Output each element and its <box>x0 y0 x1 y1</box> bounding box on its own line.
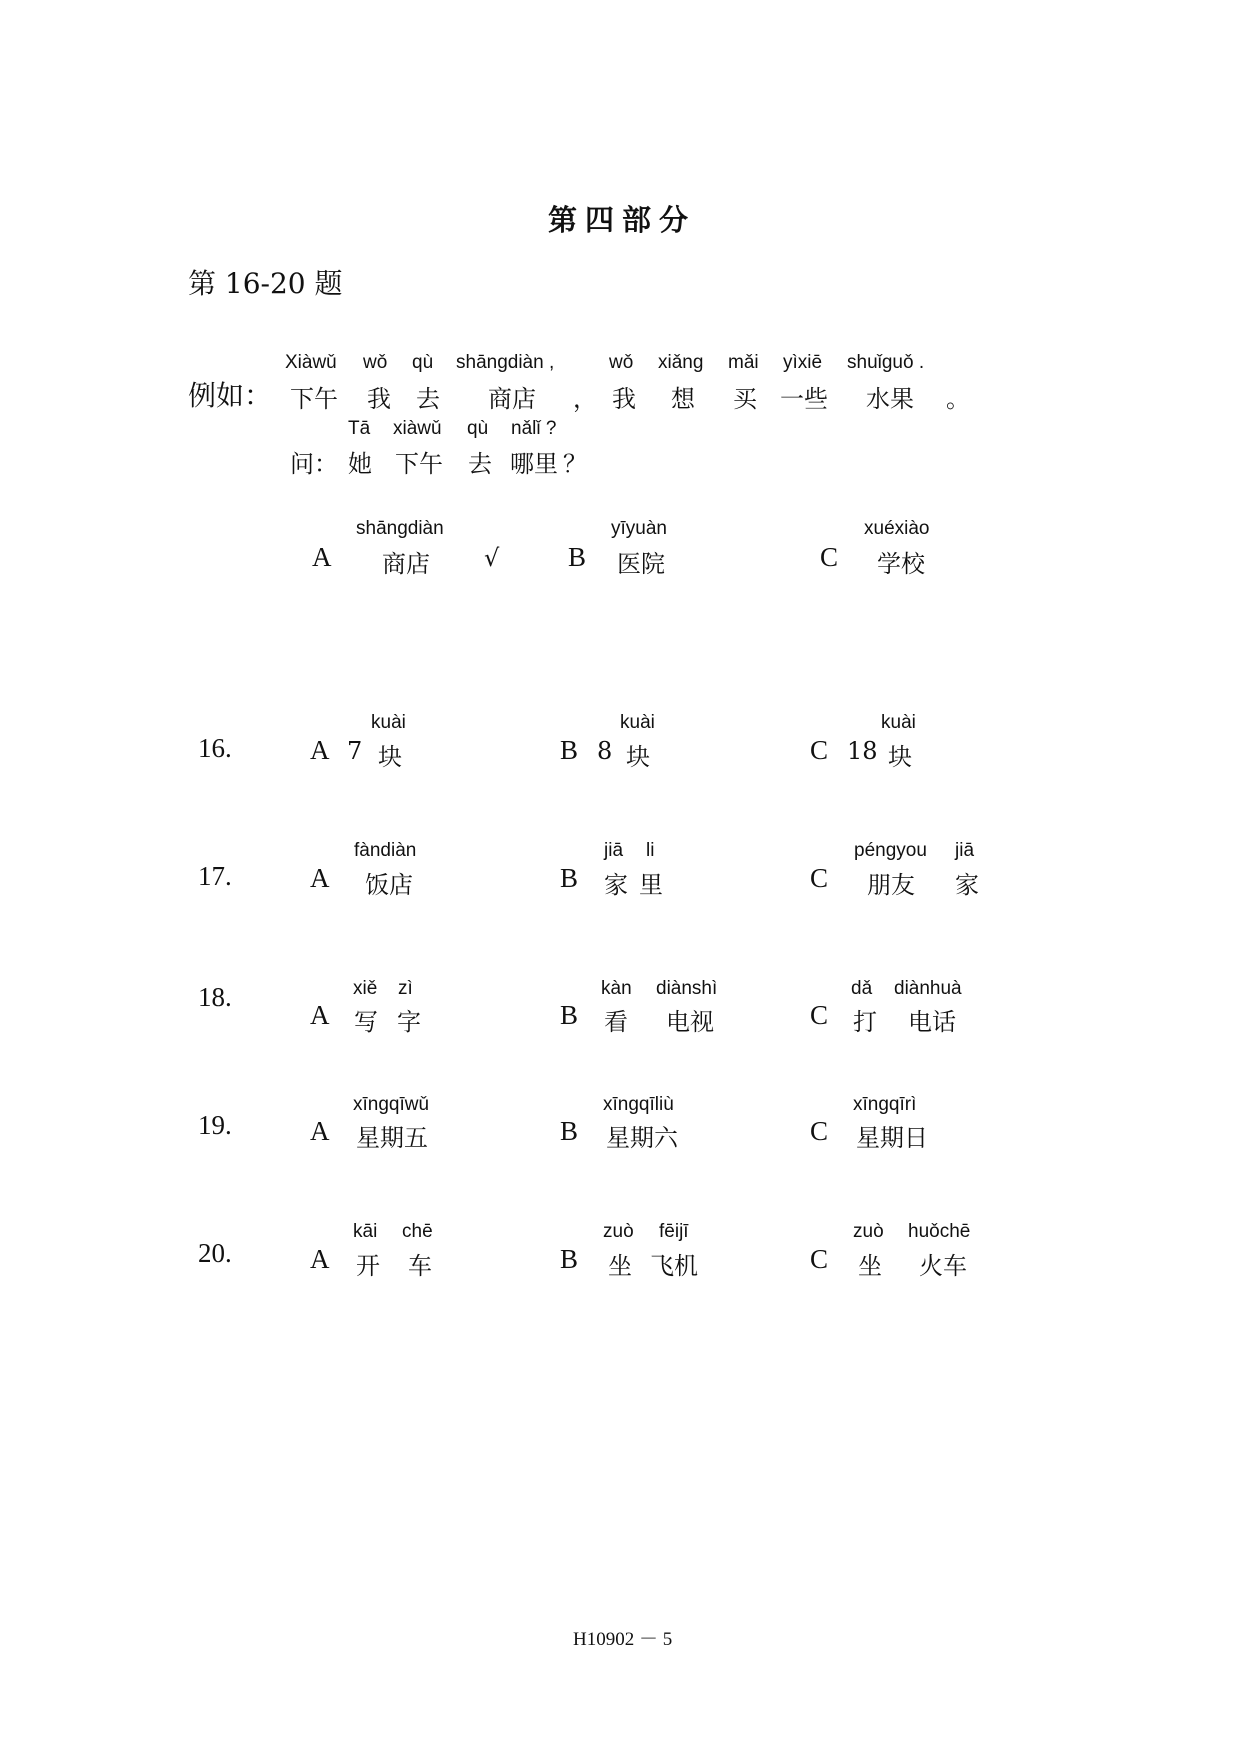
option-pinyin: zuò <box>603 1221 634 1242</box>
option-pinyin: xīngqīrì <box>853 1094 917 1115</box>
example-question-hanzi-word: 哪里 <box>510 450 558 478</box>
option-hanzi: 电视 <box>666 1008 714 1036</box>
example-pinyin-word: shuǐguǒ . <box>847 352 925 373</box>
option-pinyin: xīngqīliù <box>603 1094 674 1115</box>
option-hanzi: 写 <box>354 1008 378 1036</box>
question-number: 18. <box>198 982 232 1012</box>
option-hanzi: 开 <box>356 1252 380 1280</box>
option-hanzi: 商店 <box>382 550 430 578</box>
option-number: 8 <box>597 737 613 765</box>
option-hanzi: 坐 <box>858 1252 882 1280</box>
example-pinyin-word: mǎi <box>728 352 759 373</box>
option-pinyin: xiě <box>353 978 378 999</box>
option-letter: C <box>810 1116 829 1146</box>
example-hanzi-word: 去 <box>416 385 440 413</box>
example-question-hanzi-word: 下午 <box>395 450 443 478</box>
option-hanzi: 火车 <box>919 1252 967 1280</box>
option-hanzi: 饭店 <box>365 871 413 899</box>
question-number: 16. <box>198 733 232 763</box>
option-letter: B <box>560 1116 579 1146</box>
option-letter: C <box>810 863 829 893</box>
option-hanzi: 字 <box>397 1008 421 1036</box>
example-hanzi-word: 一些 <box>780 385 828 413</box>
example-question-label: 问： <box>290 450 338 478</box>
option-pinyin: péngyou <box>854 840 927 861</box>
example-hanzi-word: 我 <box>612 385 636 413</box>
option-pinyin: chē <box>402 1221 433 1242</box>
option-letter: A <box>310 1244 330 1274</box>
example-question-pinyin-word: qù <box>467 418 489 439</box>
option-hanzi: 医院 <box>617 550 665 578</box>
example-pinyin-word: shāngdiàn , <box>456 352 555 373</box>
section-title: 第四部分 <box>548 203 697 237</box>
example-question-hanzi-word: 去 <box>468 450 492 478</box>
example-hanzi-word: 下午 <box>290 385 338 413</box>
option-hanzi: 飞机 <box>650 1252 698 1280</box>
option-pinyin: fàndiàn <box>354 840 417 861</box>
option-pinyin: kàn <box>601 978 632 999</box>
page-footer: H10902 － 5 <box>573 1629 673 1650</box>
option-hanzi: 里 <box>639 871 663 899</box>
example-pinyin-word: yìxiē <box>783 352 823 373</box>
option-pinyin: jiā <box>604 840 624 861</box>
option-hanzi: 星期日 <box>856 1124 928 1152</box>
option-pinyin: diànhuà <box>894 978 962 999</box>
option-hanzi: 朋友 <box>867 871 915 899</box>
option-pinyin: yīyuàn <box>611 518 667 539</box>
example-pinyin-word: Xiàwǔ <box>285 352 337 373</box>
option-pinyin: fēijī <box>659 1221 689 1242</box>
option-hanzi: 坐 <box>608 1252 632 1280</box>
option-letter: C <box>810 735 829 765</box>
question-number: 17. <box>198 861 232 891</box>
option-number: 7 <box>347 737 363 765</box>
option-letter: C <box>810 1000 829 1030</box>
example-question-pinyin-word: xiàwǔ <box>393 418 442 439</box>
question-number: 19. <box>198 1110 232 1140</box>
example-hanzi-word: ， <box>573 385 597 413</box>
example-hanzi-word: 想 <box>671 385 695 413</box>
option-pinyin: li <box>646 840 655 861</box>
option-pinyin: dǎ <box>851 978 873 999</box>
option-pinyin: kāi <box>353 1221 378 1242</box>
example-hanzi-word: 水果 <box>866 385 914 413</box>
option-number: 18 <box>847 737 878 765</box>
question-number: 20. <box>198 1238 232 1268</box>
option-letter: C <box>820 542 839 572</box>
option-letter: B <box>568 542 587 572</box>
correct-check-mark: √ <box>484 544 500 572</box>
option-letter: B <box>560 1000 579 1030</box>
option-hanzi: 电话 <box>908 1008 956 1036</box>
example-hanzi-word: 我 <box>367 385 391 413</box>
example-hanzi-word: 商店 <box>488 385 536 413</box>
example-pinyin-word: wǒ <box>609 352 634 373</box>
option-letter: A <box>310 1116 330 1146</box>
option-pinyin: zì <box>398 978 413 999</box>
option-pinyin: kuài <box>371 712 406 733</box>
option-hanzi: 星期五 <box>356 1124 428 1152</box>
option-letter: C <box>810 1244 829 1274</box>
option-hanzi: 学校 <box>877 550 925 578</box>
option-letter: B <box>560 863 579 893</box>
example-question-pinyin-word: Tā <box>348 418 371 439</box>
option-pinyin: zuò <box>853 1221 884 1242</box>
option-pinyin: diànshì <box>656 978 718 999</box>
option-hanzi: 打 <box>853 1008 877 1036</box>
option-hanzi: 块 <box>626 743 650 771</box>
option-hanzi: 家 <box>955 871 979 899</box>
option-hanzi: 块 <box>378 743 402 771</box>
option-pinyin: jiā <box>955 840 975 861</box>
option-pinyin: huǒchē <box>908 1221 971 1242</box>
option-letter: A <box>312 542 332 572</box>
option-pinyin: kuài <box>620 712 655 733</box>
option-hanzi: 块 <box>888 743 912 771</box>
example-hanzi-word: 。 <box>946 385 970 413</box>
example-pinyin-word: qù <box>412 352 434 373</box>
option-pinyin: xuéxiào <box>864 518 930 539</box>
option-pinyin: kuài <box>881 712 916 733</box>
option-hanzi: 星期六 <box>606 1124 678 1152</box>
option-letter: B <box>560 735 579 765</box>
option-hanzi: 看 <box>604 1008 628 1036</box>
example-hanzi-word: 买 <box>733 385 757 413</box>
example-pinyin-word: xiǎng <box>658 352 704 373</box>
option-pinyin: shāngdiàn <box>356 518 444 539</box>
question-range-label: 第 16-20 题 <box>188 267 343 300</box>
option-pinyin: xīngqīwǔ <box>353 1094 430 1115</box>
option-letter: A <box>310 863 330 893</box>
option-hanzi: 车 <box>408 1252 432 1280</box>
example-pinyin-word: wǒ <box>363 352 388 373</box>
example-question-hanzi-word: 她 <box>348 450 372 478</box>
example-question-pinyin-word: nǎlǐ ? <box>511 418 557 439</box>
option-letter: B <box>560 1244 579 1274</box>
example-question-hanzi-word: ？ <box>563 450 587 478</box>
option-hanzi: 家 <box>604 871 628 899</box>
option-letter: A <box>310 1000 330 1030</box>
example-label: 例如： <box>188 379 273 412</box>
option-letter: A <box>310 735 330 765</box>
